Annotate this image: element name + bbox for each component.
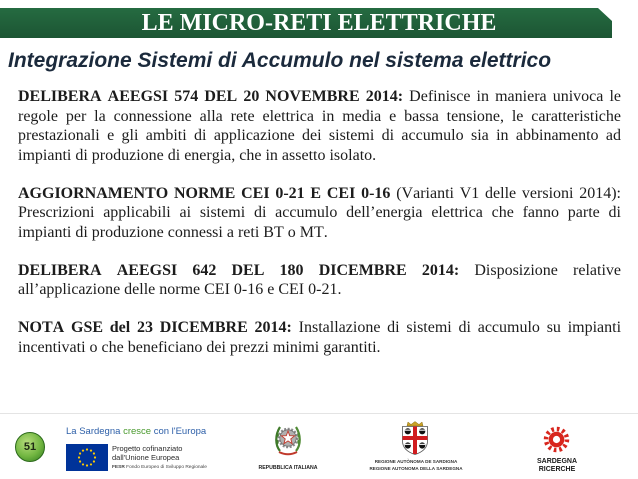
agency-label (526, 458, 588, 474)
slide-body (18, 87, 621, 375)
agency-label-line-1: SARDEGNA (536, 458, 578, 465)
region-label-line-2: REGIONE AUTONOMA DELLA SARDEGNA (369, 465, 463, 471)
paragraph-text: Installazione di sistemi di accumulo su impianti incentivati o che beneficiano dei prezzi minimi garantiti. (18, 318, 622, 356)
slogan-part-3: con l'Europa (153, 426, 207, 437)
paragraph-heading: AGGIORNAMENTO NORME CEI 0-21 E CEI 0-16 (18, 184, 391, 202)
paragraph-heading: NOTA GSE del 23 DICEMBRE 2014: (18, 318, 292, 336)
paragraph-delibera-642 (18, 261, 621, 300)
region-label (360, 459, 472, 472)
page-number-badge: 51 (15, 432, 45, 462)
fesr-text (112, 465, 207, 471)
paragraph-text: Definisce in maniera univoca le regole per la connessione alla rete elettrica in media e bassa tensione, le caratteristiche prestazionali e gli ambiti di applicazione dei sistemi di accumulo sia in abbinamento ad impianti di produzione di energia, che in assetto isolato. (18, 88, 621, 164)
paragraph-norme-cei (18, 184, 621, 243)
sardinia-coat-of-arms-icon (401, 421, 429, 455)
italian-republic-label: REPUBBLICA ITALIANA (258, 465, 318, 471)
paragraph-delibera-574 (18, 87, 621, 165)
paragraph-heading: DELIBERA AEEGSI 642 DEL 180 DICEMBRE 2014: (18, 261, 460, 279)
eu-text-line-1: Progetto cofinanziato (112, 444, 183, 453)
italian-republic-emblem-icon (274, 423, 302, 457)
agency-label-line-2: RICERCHE (538, 466, 576, 473)
paragraph-nota-gse (18, 318, 621, 357)
paragraph-text: Disposizione relative all’applicazione delle norme CEI 0-16 e CEI 0-21. (18, 261, 622, 299)
fesr-acronym: FESR (112, 465, 125, 470)
region-label-line-1: REGIONE AUTÒNOMA DE SARDIGNA (374, 459, 458, 464)
eu-flag-icon (66, 444, 108, 471)
sardegna-ricerche-logo-icon (543, 426, 570, 453)
eu-cofinancing-text (112, 444, 182, 462)
footer-divider (0, 413, 638, 414)
slide-subtitle: Integrazione Sistemi di Accumulo nel sistema elettrico (8, 49, 552, 72)
paragraph-text: (Varianti V1 delle versioni 2014): Prescrizioni applicabili ai sistemi di accumulo dell’energia elettrica che fanno parte di impianti di produzione connessi a reti BT o MT. (18, 184, 622, 241)
eu-text-line-2: dall'Unione Europea (112, 453, 180, 462)
paragraph-heading: DELIBERA AEEGSI 574 DEL 20 NOVEMBRE 2014: (18, 88, 404, 105)
fesr-name: Fondo Europeo di Sviluppo Regionale (126, 465, 207, 470)
slogan-part-1: La Sardegna (66, 426, 121, 437)
slogan-part-2: cresce (123, 426, 152, 437)
slide-title: LE MICRO-RETI ELETTRICHE (141, 10, 497, 36)
eu-slogan (66, 426, 206, 437)
